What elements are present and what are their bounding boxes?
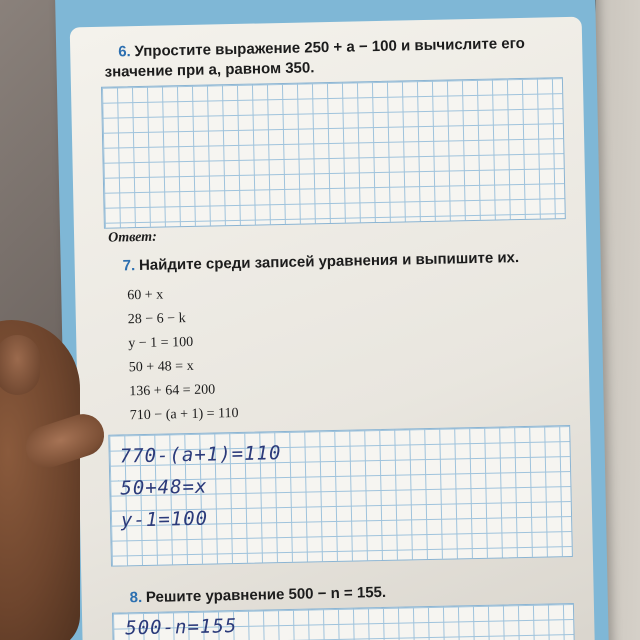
expression-3: y − 1 = 100	[128, 334, 194, 352]
task7-text: Найдите среди записей уравнения и выпишите их.	[138, 249, 520, 275]
expression-6: 710 − (a + 1) = 110	[129, 405, 239, 424]
task6-answer-label: Ответ:	[107, 229, 157, 246]
task8-text: Решите уравнение 500 − n = 155.	[145, 583, 387, 606]
task6-text-line2: значение при a, равном 350.	[104, 59, 315, 81]
task7-number: 7.	[122, 257, 136, 275]
task8-number: 8.	[129, 589, 143, 607]
expression-2: 28 − 6 − k	[127, 311, 186, 328]
task7-answer-grid[interactable]	[108, 425, 573, 567]
finger-upper	[0, 335, 40, 395]
task6-number: 6.	[118, 43, 131, 61]
expression-1: 60 + x	[127, 287, 164, 304]
task8-answer-grid[interactable]	[112, 603, 575, 640]
task8-heading	[129, 583, 386, 608]
handwritten-answer-task8: 500-n=155	[125, 615, 238, 640]
task6-line1	[118, 34, 525, 63]
task6-text-line1: Упростите выражение 250 + a − 100 и вычислите его	[134, 34, 526, 61]
task6-answer-grid[interactable]	[101, 77, 566, 229]
handwritten-answer-3: y-1=100	[120, 507, 209, 532]
handwritten-answer-1: 770-(a+1)=110	[119, 442, 282, 468]
expression-5: 136 + 64 = 200	[129, 382, 216, 400]
handwritten-answer-2: 50+48=x	[120, 475, 208, 500]
workbook-page	[55, 0, 609, 640]
expression-4: 50 + 48 = x	[128, 358, 194, 376]
task7-heading	[123, 248, 520, 276]
page-paper	[70, 17, 595, 640]
task6-line2	[104, 58, 314, 82]
